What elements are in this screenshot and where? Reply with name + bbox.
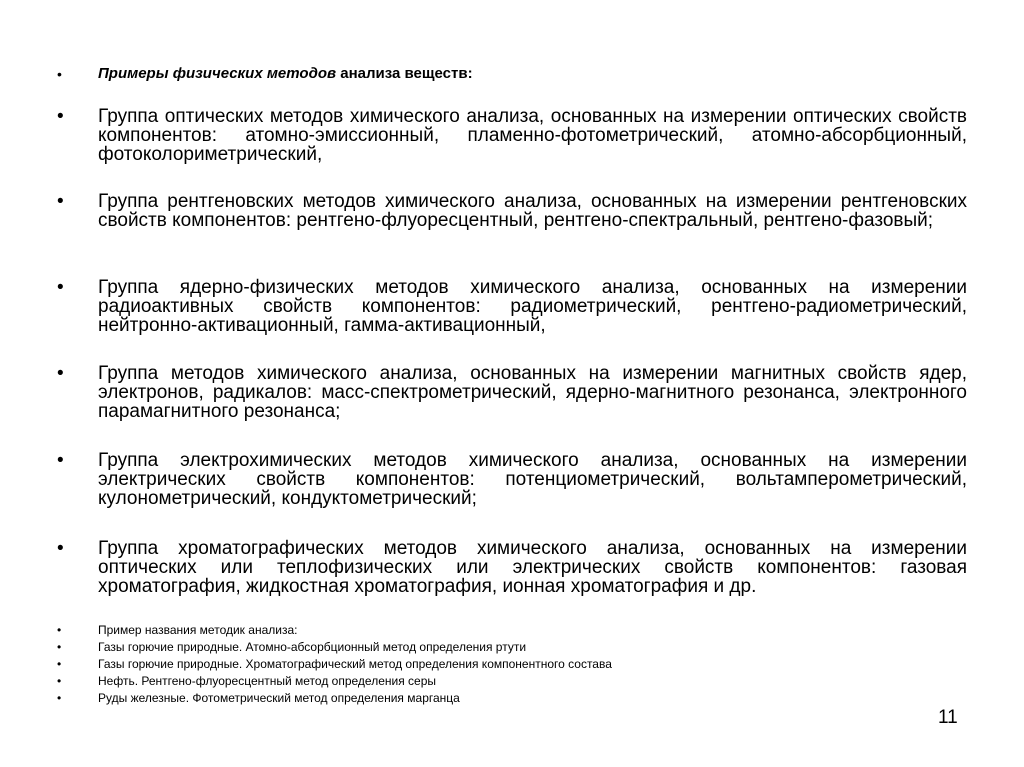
example-text: Нефть. Рентгено-флуоресцентный метод определения серы xyxy=(98,674,437,688)
example-item xyxy=(57,639,967,655)
example-item xyxy=(57,622,967,638)
bullet: • xyxy=(57,691,62,705)
example-text: Газы горючие природные. Атомно-абсорбционный метод определения ртути xyxy=(98,640,527,654)
list-item-text: Группа методов химического анализа, основанных на измерении магнитных свойств ядер, электронов, радикалов: масс-спектрометрический, ядерно-магнитного резонанса, электронного парамагнитного резонанса; xyxy=(98,363,967,422)
list-item-text: Группа электрохимических методов химического анализа, основанных на измерении электрических свойств компонентов: потенциометрический, вольтамперометрический, кулонометрический, кондуктометрический; xyxy=(98,450,967,509)
list-item-text: Группа ядерно-физических методов химического анализа, основанных на измерении радиоактивных свойств компонентов: радиометрический, рентгено-радиометрический, нейтронно-активационный, гамма-активационный, xyxy=(98,277,967,336)
heading-italic: Примеры физических методов xyxy=(98,65,337,82)
example-text: Руды железные. Фотометрический метод определения марганца xyxy=(98,691,460,705)
bullet: • xyxy=(57,277,64,298)
example-item xyxy=(57,673,967,689)
list-item-xray xyxy=(57,192,967,230)
bullet: • xyxy=(57,640,62,654)
list-item-text: Группа рентгеновских методов химического анализа, основанных на измерении рентгеновских свойств компонентов: рентгено-флуоресцентный, рентгено-спектральный, рентгено-фазовый; xyxy=(98,191,967,231)
bullet: • xyxy=(57,623,62,637)
list-item-magnetic xyxy=(57,364,967,421)
list-item-electrochemical xyxy=(57,451,967,508)
heading-text xyxy=(98,65,967,83)
list-item-nuclear xyxy=(57,278,967,335)
bullet: • xyxy=(57,657,62,671)
list-item-text: Группа хроматографических методов химического анализа, основанных на измерении оптических или теплофизических или электрических свойств компонентов: газовая хроматография, жидкостная хроматография, ионная хроматография и др. xyxy=(98,538,967,597)
page-number: 11 xyxy=(938,707,958,728)
heading-item xyxy=(57,65,967,83)
example-item xyxy=(57,690,967,706)
bullet: • xyxy=(57,363,64,384)
bullet: • xyxy=(57,450,64,471)
example-item xyxy=(57,656,967,672)
bullet: • xyxy=(57,538,64,559)
heading-rest: анализа веществ: xyxy=(336,65,473,82)
example-text: Газы горючие природные. Хроматографический метод определения компонентного состава xyxy=(98,657,612,671)
list-item-chromatographic xyxy=(57,539,967,596)
list-item-optical xyxy=(57,107,967,164)
bullet: • xyxy=(57,106,64,127)
example-text: Пример названия методик анализа: xyxy=(98,623,298,637)
bullet: • xyxy=(57,191,64,212)
bullet: • xyxy=(57,66,62,82)
list-item-text: Группа оптических методов химического анализа, основанных на измерении оптических свойств компонентов: атомно-эмиссионный, пламенно-фотометрический, атомно-абсорбционный, фотоколориметрический, xyxy=(98,106,967,165)
bullet: • xyxy=(57,674,62,688)
